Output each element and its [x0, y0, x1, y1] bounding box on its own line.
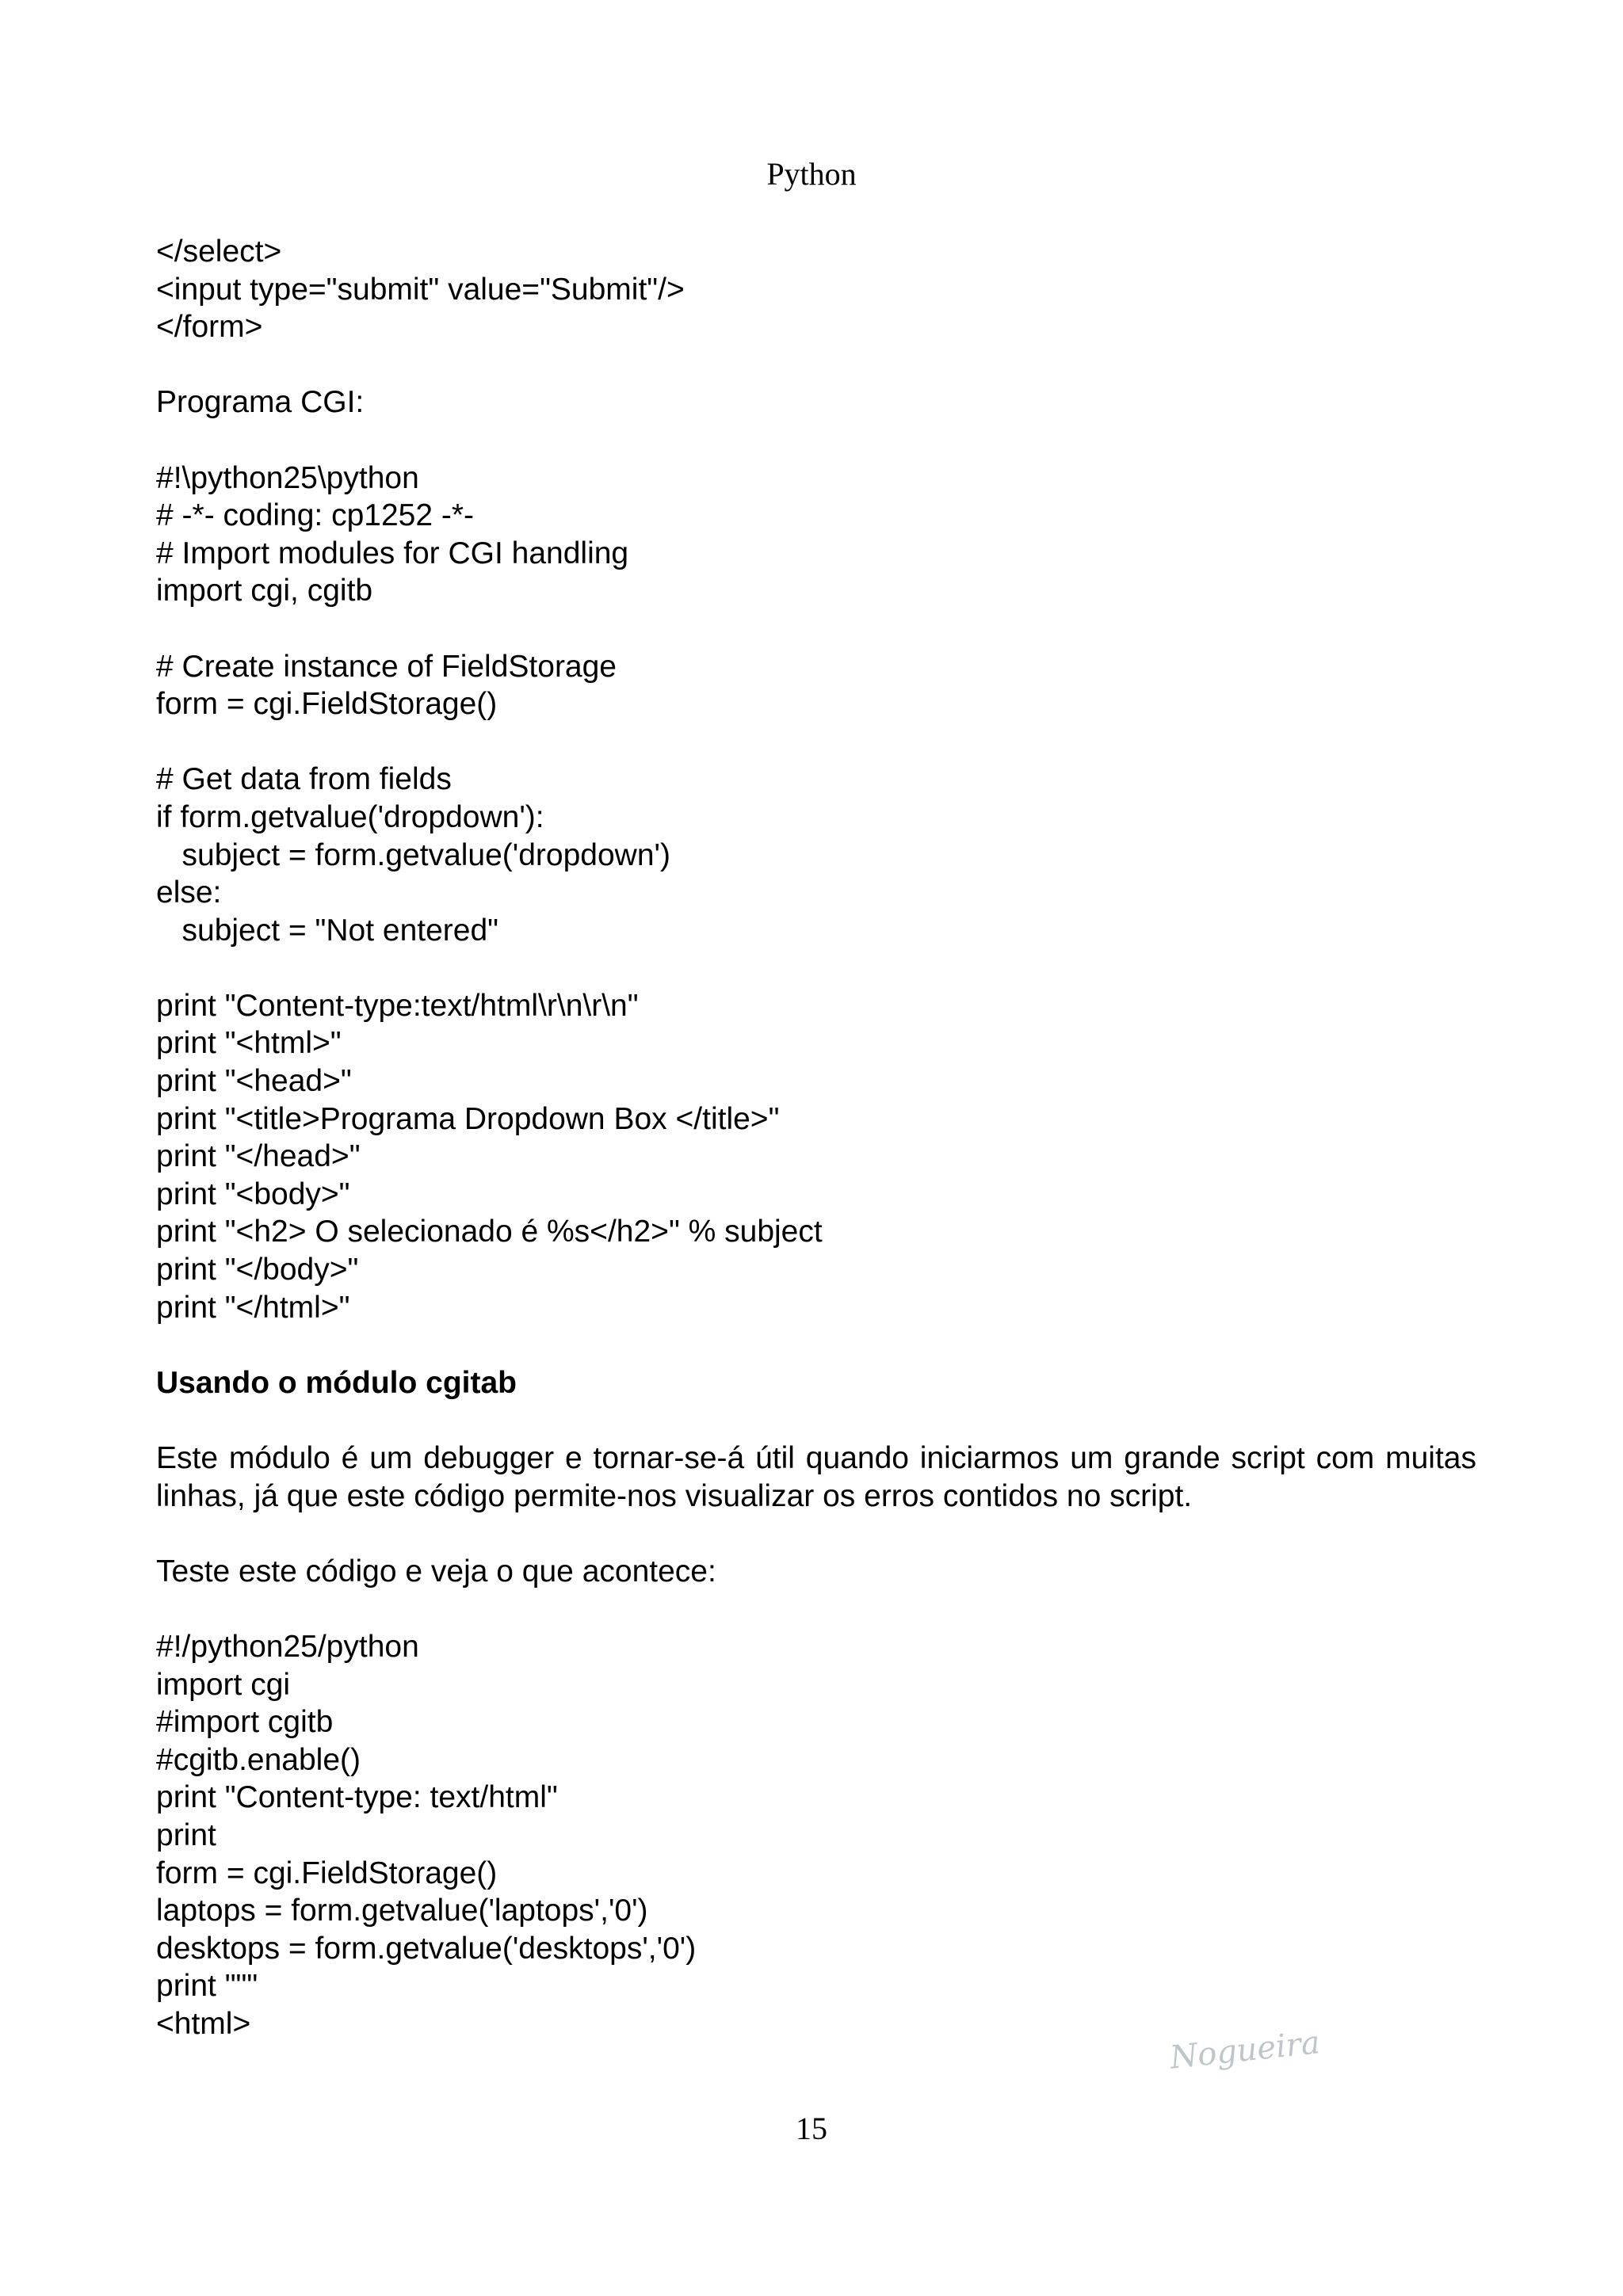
blank-line	[156, 949, 1476, 987]
code-block-cgitb-test	[156, 1628, 1476, 2043]
page-content	[156, 233, 1476, 2043]
page-number: 15	[796, 2111, 827, 2146]
blank-line	[156, 346, 1476, 384]
code-block-imports	[156, 460, 1476, 610]
code-line: print "<body>"	[156, 1177, 350, 1211]
code-line: print "<html>"	[156, 1026, 342, 1061]
code-line: subject = form.getvalue('dropdown')	[156, 837, 670, 872]
code-line: # -*- coding: cp1252 -*-	[156, 498, 475, 533]
code-line: form = cgi.FieldStorage()	[156, 687, 498, 722]
signature-watermark	[1165, 2019, 1339, 2082]
code-line: </form>	[156, 310, 263, 345]
code-line: print """	[156, 1969, 258, 2004]
code-block-fieldstorage	[156, 648, 1476, 723]
code-block-print-html	[156, 987, 1476, 1326]
code-block-form-end	[156, 233, 1476, 346]
section-paragraph: Este módulo é um debugger e tornar-se-á útil quando iniciarmos um grande script com muitas linhas, já que este código permite-nos visualizar os erros contidos no script.	[156, 1441, 1476, 1513]
code-line: # Create instance of FieldStorage	[156, 649, 617, 684]
code-line: <html>	[156, 2006, 251, 2041]
code-line: print "<head>"	[156, 1064, 352, 1099]
code-line: print	[156, 1817, 216, 1852]
blank-line	[156, 723, 1476, 761]
blank-line	[156, 1402, 1476, 1440]
code-line: # Get data from fields	[156, 762, 452, 797]
svg-text:Nogueira: Nogueira	[1168, 2024, 1322, 2077]
code-line: desktops = form.getvalue('desktops','0')	[156, 1931, 697, 1966]
code-line: print "<h2> O selecionado é %s</h2>" % subject	[156, 1215, 823, 1249]
code-line: print "</body>"	[156, 1253, 359, 1287]
running-header: Python	[766, 156, 857, 192]
code-line: #cgitb.enable()	[156, 1742, 361, 1777]
code-line: print "<title>Programa Dropdown Box </title>"	[156, 1101, 780, 1136]
code-line: print "Content-type:text/html\r\n\r\n"	[156, 988, 639, 1023]
code-line: <input type="submit" value="Submit"/>	[156, 272, 685, 307]
code-line: </select>	[156, 235, 282, 269]
code-line: #!\python25\python	[156, 460, 419, 495]
blank-line	[156, 1326, 1476, 1364]
blank-line	[156, 1515, 1476, 1553]
code-line: print "</head>"	[156, 1139, 361, 1174]
code-line: laptops = form.getvalue('laptops','0')	[156, 1894, 648, 1928]
code-line: else:	[156, 875, 222, 910]
test-instruction: Teste este código e veja o que acontece:	[156, 1554, 716, 1589]
cgi-program-label: Programa CGI:	[156, 385, 365, 420]
code-line: # Import modules for CGI handling	[156, 536, 629, 570]
code-line: print "Content-type: text/html"	[156, 1780, 558, 1815]
code-line: print "</html>"	[156, 1290, 350, 1325]
blank-line	[156, 610, 1476, 648]
code-line: #import cgitb	[156, 1705, 334, 1740]
code-line: import cgi	[156, 1667, 291, 1702]
code-line: subject = "Not entered"	[156, 913, 499, 948]
blank-line	[156, 1590, 1476, 1628]
code-line: if form.getvalue('dropdown'):	[156, 799, 544, 834]
code-line: #!/python25/python	[156, 1629, 419, 1664]
section-heading: Usando o módulo cgitab	[156, 1365, 517, 1400]
code-line: import cgi, cgitb	[156, 574, 373, 608]
code-block-get-data	[156, 761, 1476, 949]
code-line: form = cgi.FieldStorage()	[156, 1855, 498, 1890]
blank-line	[156, 421, 1476, 460]
